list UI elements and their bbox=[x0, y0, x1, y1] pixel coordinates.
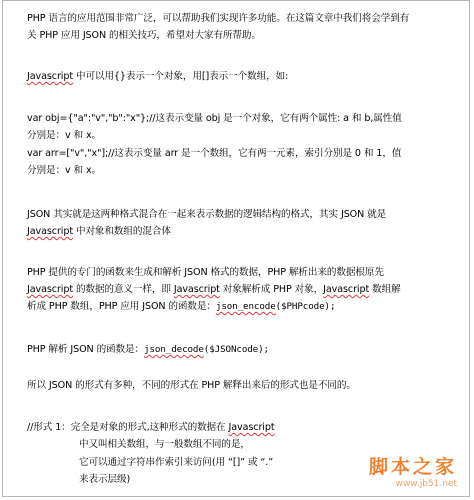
form1-line-1 bbox=[27, 421, 275, 435]
code-obj-line-2: 分别是：v 和 x。 bbox=[27, 130, 102, 141]
form1-line-2: 中又叫相关数组，与一般数组不同的是， bbox=[79, 439, 250, 450]
form1-line-1-text: //形式 1：完全是对象的形式,这种形式的数据在 bbox=[27, 422, 229, 433]
json-decode-args: ($JSONcode); bbox=[203, 344, 269, 355]
javascript-word: Javascript bbox=[27, 226, 73, 237]
javascript-word: Javascript bbox=[173, 284, 220, 295]
javascript-word: Javascript bbox=[27, 284, 73, 295]
json-encode-args: ($PHPcode); bbox=[275, 301, 336, 312]
paragraph-js-object-text: 中可以用{}表示一个对象，用[]表示一个数组，如: bbox=[73, 71, 289, 82]
paragraph-intro-line-2: 关 PHP 应用 JSON 的相关技巧，希望对大家有所帮助。 bbox=[27, 30, 261, 41]
paragraph-php-line-2-text-a: 的数据的意义一样，即 bbox=[73, 284, 174, 295]
form1-line-4: 来表示层级) bbox=[79, 474, 131, 485]
paragraph-json-line-1: JSON 其实就是这两种格式混合在一起来表示数据的逻辑结构的格式，其实 JSON 就是 bbox=[27, 209, 387, 220]
paragraph-php-line-3-text: 析成 PHP 数组，PHP 应用 JSON 的函数是： bbox=[27, 301, 216, 312]
paragraph-php-line-2-text-b: 对象解析成 PHP 对象， bbox=[219, 284, 324, 295]
watermark-url: www.jb51.net bbox=[395, 479, 457, 489]
paragraph-json-line-2 bbox=[27, 225, 171, 239]
code-obj-line-1: var obj={"a":"v","b":"x"};//这表示变量 obj 是一个对象，它有两个属性: a 和 b,属性值 bbox=[27, 113, 402, 124]
code-arr-line-2: 分别是：v 和 x。 bbox=[27, 165, 102, 176]
paragraph-decode bbox=[27, 343, 269, 357]
json-encode-function: json_encode bbox=[215, 301, 276, 312]
paragraph-php-line-3 bbox=[27, 300, 335, 314]
code-arr-line-1: var arr=["v","x"];//这表示变量 arr 是一个数组，它有两一元素，索引分别是 0 和 1，值 bbox=[27, 148, 402, 159]
form1-line-3: 它可以通过字符串作索引来访问(用 “[]” 或 “.” bbox=[79, 457, 274, 468]
paragraph-php-line-2-text-c: 数组解 bbox=[369, 284, 401, 295]
document-frame bbox=[2, 0, 470, 497]
site-watermark bbox=[369, 456, 457, 490]
paragraph-decode-text: PHP 解析 JSON 的函数是： bbox=[27, 344, 145, 355]
paragraph-js-object bbox=[27, 70, 288, 84]
paragraph-intro-line-1: PHP 语言的应用范围非常广泛，可以帮助我们实现许多功能。在这篇文章中我们将会学到有 bbox=[27, 13, 410, 24]
paragraph-php-line-1: PHP 提供的专门的函数来生成和解析 JSON 格式的数据，PHP 解析出来的数据根原先 bbox=[27, 267, 384, 278]
javascript-word: Javascript bbox=[27, 71, 73, 82]
watermark-title: 脚本之家 bbox=[368, 456, 457, 478]
paragraph-forms: 所以 JSON 的形式有多种，不同的形式在 PHP 解释出来后的形式也是不同的。 bbox=[27, 380, 356, 391]
javascript-word: Javascript bbox=[323, 284, 370, 295]
paragraph-json-line-2-text: 中对象和数组的混合体 bbox=[73, 226, 171, 237]
javascript-word: Javascript bbox=[228, 422, 275, 433]
paragraph-php-line-2 bbox=[27, 283, 401, 297]
json-decode-function: json_decode bbox=[144, 344, 204, 355]
